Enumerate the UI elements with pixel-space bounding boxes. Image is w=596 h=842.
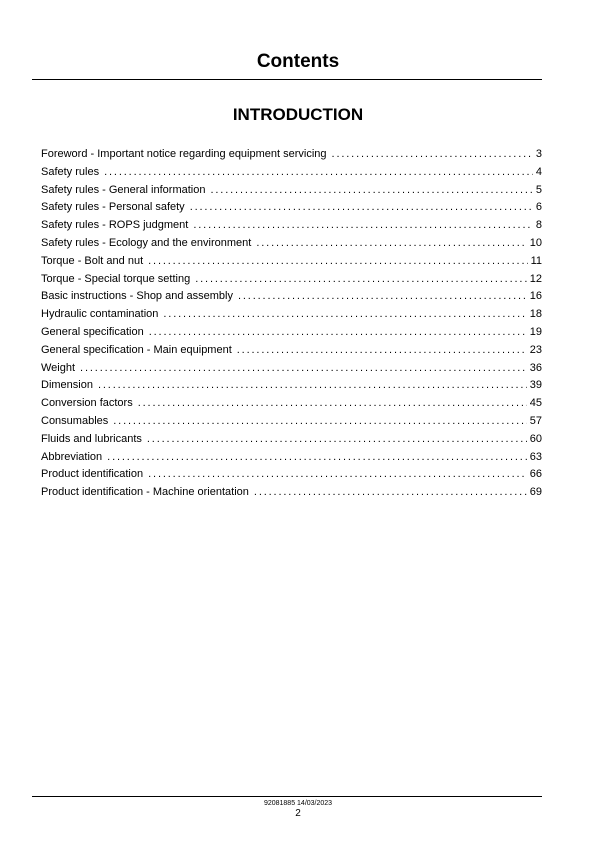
table-of-contents	[41, 146, 542, 502]
toc-entry-label: Torque - Bolt and nut	[41, 254, 144, 267]
toc-entry-page: 10	[529, 236, 542, 249]
toc-entry-label: Safety rules	[41, 165, 100, 178]
toc-entry[interactable]	[41, 164, 542, 182]
dot-leader	[138, 395, 527, 413]
toc-entry[interactable]	[41, 377, 542, 395]
toc-entry-page: 57	[529, 414, 542, 427]
dot-leader	[210, 182, 532, 200]
section-title: INTRODUCTION	[232, 105, 364, 124]
toc-entry[interactable]	[41, 342, 542, 360]
toc-entry[interactable]	[41, 395, 542, 413]
toc-entry-label: Torque - Special torque setting	[41, 272, 191, 285]
toc-entry-page: 36	[529, 361, 542, 374]
dot-leader	[163, 306, 526, 324]
toc-entry[interactable]	[41, 466, 542, 484]
toc-entry-label: Safety rules - Ecology and the environment	[41, 236, 252, 249]
dot-leader	[256, 235, 526, 253]
toc-entry-page: 5	[535, 183, 542, 196]
toc-entry-page: 66	[529, 468, 542, 481]
header-divider	[32, 79, 542, 80]
toc-entry-label: Abbreviation	[41, 450, 103, 463]
dot-leader	[148, 466, 527, 484]
toc-entry-label: Fluids and lubricants	[41, 432, 142, 445]
page-title: Contents	[256, 51, 340, 72]
toc-entry[interactable]	[41, 484, 542, 502]
toc-entry-label: Foreword - Important notice regarding equipment servicing	[41, 148, 327, 160]
document-code: 92081885 14/03/2023	[263, 800, 333, 807]
toc-entry-page: 8	[535, 219, 542, 232]
dot-leader	[104, 164, 533, 182]
toc-entry-label: General specification	[41, 325, 144, 338]
dot-leader	[254, 484, 527, 502]
dot-leader	[113, 413, 526, 431]
dot-leader	[190, 199, 533, 217]
dot-leader	[193, 217, 533, 235]
toc-entry[interactable]	[41, 306, 542, 324]
toc-entry-page: 12	[529, 272, 542, 285]
toc-entry-label: Product identification - Machine orientation	[41, 486, 249, 499]
toc-entry-page: 63	[529, 450, 542, 463]
toc-entry[interactable]	[41, 324, 542, 342]
dot-leader	[80, 360, 527, 378]
toc-entry[interactable]	[41, 271, 542, 289]
toc-entry-label: Product identification	[41, 468, 144, 481]
toc-entry[interactable]	[41, 449, 542, 467]
toc-entry-page: 45	[529, 397, 542, 410]
dot-leader	[237, 342, 527, 360]
dot-leader	[98, 377, 527, 395]
dot-leader	[332, 146, 533, 164]
toc-entry-label: Hydraulic contamination	[41, 308, 159, 321]
toc-entry[interactable]	[41, 288, 542, 306]
toc-entry-label: General specification - Main equipment	[41, 343, 232, 356]
dot-leader	[107, 449, 527, 467]
toc-entry-label: Safety rules - General information	[41, 183, 206, 196]
toc-entry-label: Conversion factors	[41, 397, 133, 410]
toc-entry-page: 39	[529, 379, 542, 392]
toc-entry[interactable]	[41, 431, 542, 449]
toc-entry-label: Dimension	[41, 379, 93, 392]
toc-entry-page: 4	[535, 165, 542, 178]
toc-entry-label: Consumables	[41, 414, 109, 427]
toc-entry[interactable]	[41, 199, 542, 217]
toc-entry-page: 60	[529, 432, 542, 445]
toc-entry-page: 19	[529, 325, 542, 338]
toc-entry[interactable]	[41, 235, 542, 253]
toc-entry-label: Safety rules - ROPS judgment	[41, 219, 189, 232]
toc-entry-label: Safety rules - Personal safety	[41, 201, 185, 214]
toc-entry-page: 3	[535, 148, 542, 160]
toc-entry-page: 18	[529, 308, 542, 321]
toc-entry-page: 69	[529, 486, 542, 499]
toc-entry-label: Weight	[41, 361, 76, 374]
dot-leader	[238, 288, 527, 306]
dot-leader	[147, 431, 527, 449]
dot-leader	[195, 271, 527, 289]
toc-entry-page: 23	[529, 343, 542, 356]
toc-entry-page: 16	[529, 290, 542, 303]
toc-entry[interactable]	[41, 253, 542, 271]
dot-leader	[148, 253, 527, 271]
toc-entry[interactable]	[41, 413, 542, 431]
dot-leader	[149, 324, 527, 342]
page-number: 2	[295, 808, 301, 819]
toc-entry-label: Basic instructions - Shop and assembly	[41, 290, 233, 303]
footer-divider	[32, 796, 542, 797]
toc-entry-page: 6	[535, 201, 542, 214]
toc-entry[interactable]	[41, 217, 542, 235]
toc-entry[interactable]	[41, 146, 542, 164]
toc-entry[interactable]	[41, 182, 542, 200]
toc-entry-page: 11	[530, 254, 542, 267]
toc-entry[interactable]	[41, 360, 542, 378]
